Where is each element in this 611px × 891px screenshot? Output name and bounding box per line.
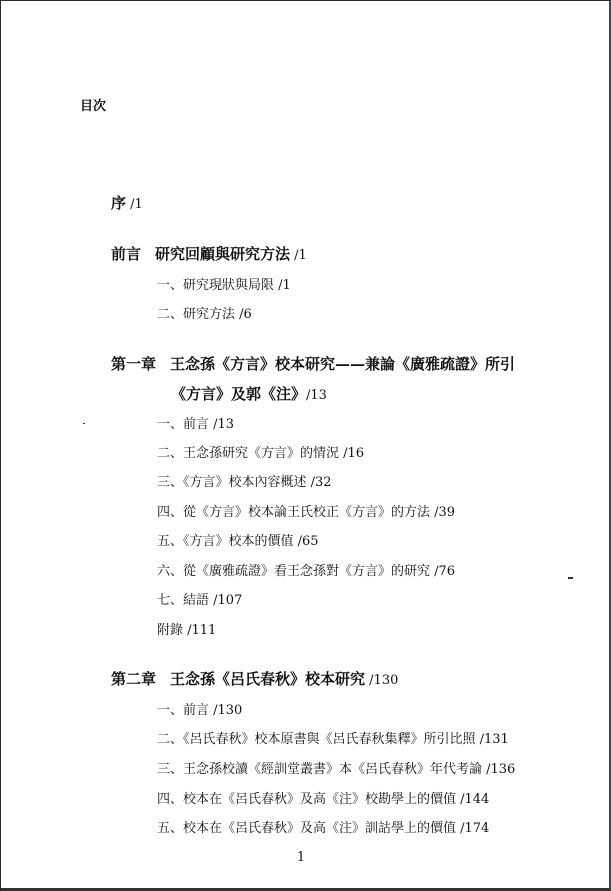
toc-subentry: 三、王念孫校讀《經訓堂叢書》本《呂氏春秋》年代考論 /136 xyxy=(157,762,516,777)
toc-subentry: 二、王念孫研究《方言》的情況 /16 xyxy=(157,446,365,461)
entry-page: /1 xyxy=(126,197,143,212)
toc-subentry: 五、《方言》校本的價值 /65 xyxy=(157,534,319,549)
toc-subentry: 二、《呂氏春秋》校本原書與《呂氏春秋集釋》所引比照 /131 xyxy=(157,732,509,747)
toc-subentry: 一、前言 /130 xyxy=(157,703,243,718)
entry-title: 王念孫《方言》校本研究——兼論《廣雅疏證》所引 xyxy=(170,355,516,373)
entry-title: 研究回顧與研究方法 xyxy=(155,245,291,263)
entry-page: /13 xyxy=(306,388,327,403)
toc-entry-chapter-1-continued xyxy=(171,383,327,404)
toc-subentry: 三、《方言》校本內容概述 /32 xyxy=(157,475,332,490)
toc-subentry: 七、結語 /107 xyxy=(157,593,243,608)
toc-subentry: 一、研究現狀與局限 /1 xyxy=(157,278,291,293)
entry-title: 序 xyxy=(111,194,127,212)
entry-label: 第一章 xyxy=(111,355,157,373)
toc-subentry: 一、前言 /13 xyxy=(157,417,235,432)
entry-page: /1 xyxy=(290,248,307,263)
toc-subentry: 附錄 /111 xyxy=(157,623,217,638)
toc-entry-preface xyxy=(111,192,143,213)
toc-subentry: 四、校本在《呂氏春秋》及高《注》校勘學上的價值 /144 xyxy=(157,792,490,807)
document-page xyxy=(1,1,611,891)
entry-title: 《方言》及郭《注》 xyxy=(171,385,307,403)
toc-entry-chapter-2 xyxy=(111,668,398,689)
page-number: 1 xyxy=(296,850,306,865)
toc-subentry: 六、從《廣雅疏證》看王念孫對《方言》的研究 /76 xyxy=(157,564,456,579)
entry-title: 王念孫《呂氏春秋》校本研究 xyxy=(170,670,366,688)
toc-subentry: 四、從《方言》校本論王氏校正《方言》的方法 /39 xyxy=(157,505,456,520)
toc-subentry: 五、校本在《呂氏春秋》及高《注》訓詁學上的價值 /174 xyxy=(157,821,490,836)
entry-label: 第二章 xyxy=(111,670,157,688)
toc-subentry: 二、研究方法 /6 xyxy=(157,307,252,322)
toc-entry-chapter-1 xyxy=(111,353,515,374)
toc-entry-foreword xyxy=(111,243,307,264)
scan-speck xyxy=(83,423,85,424)
entry-label: 前言 xyxy=(111,245,142,263)
entry-page: /130 xyxy=(365,673,399,688)
scan-speck xyxy=(568,577,573,579)
toc-heading: 目次 xyxy=(80,99,107,114)
